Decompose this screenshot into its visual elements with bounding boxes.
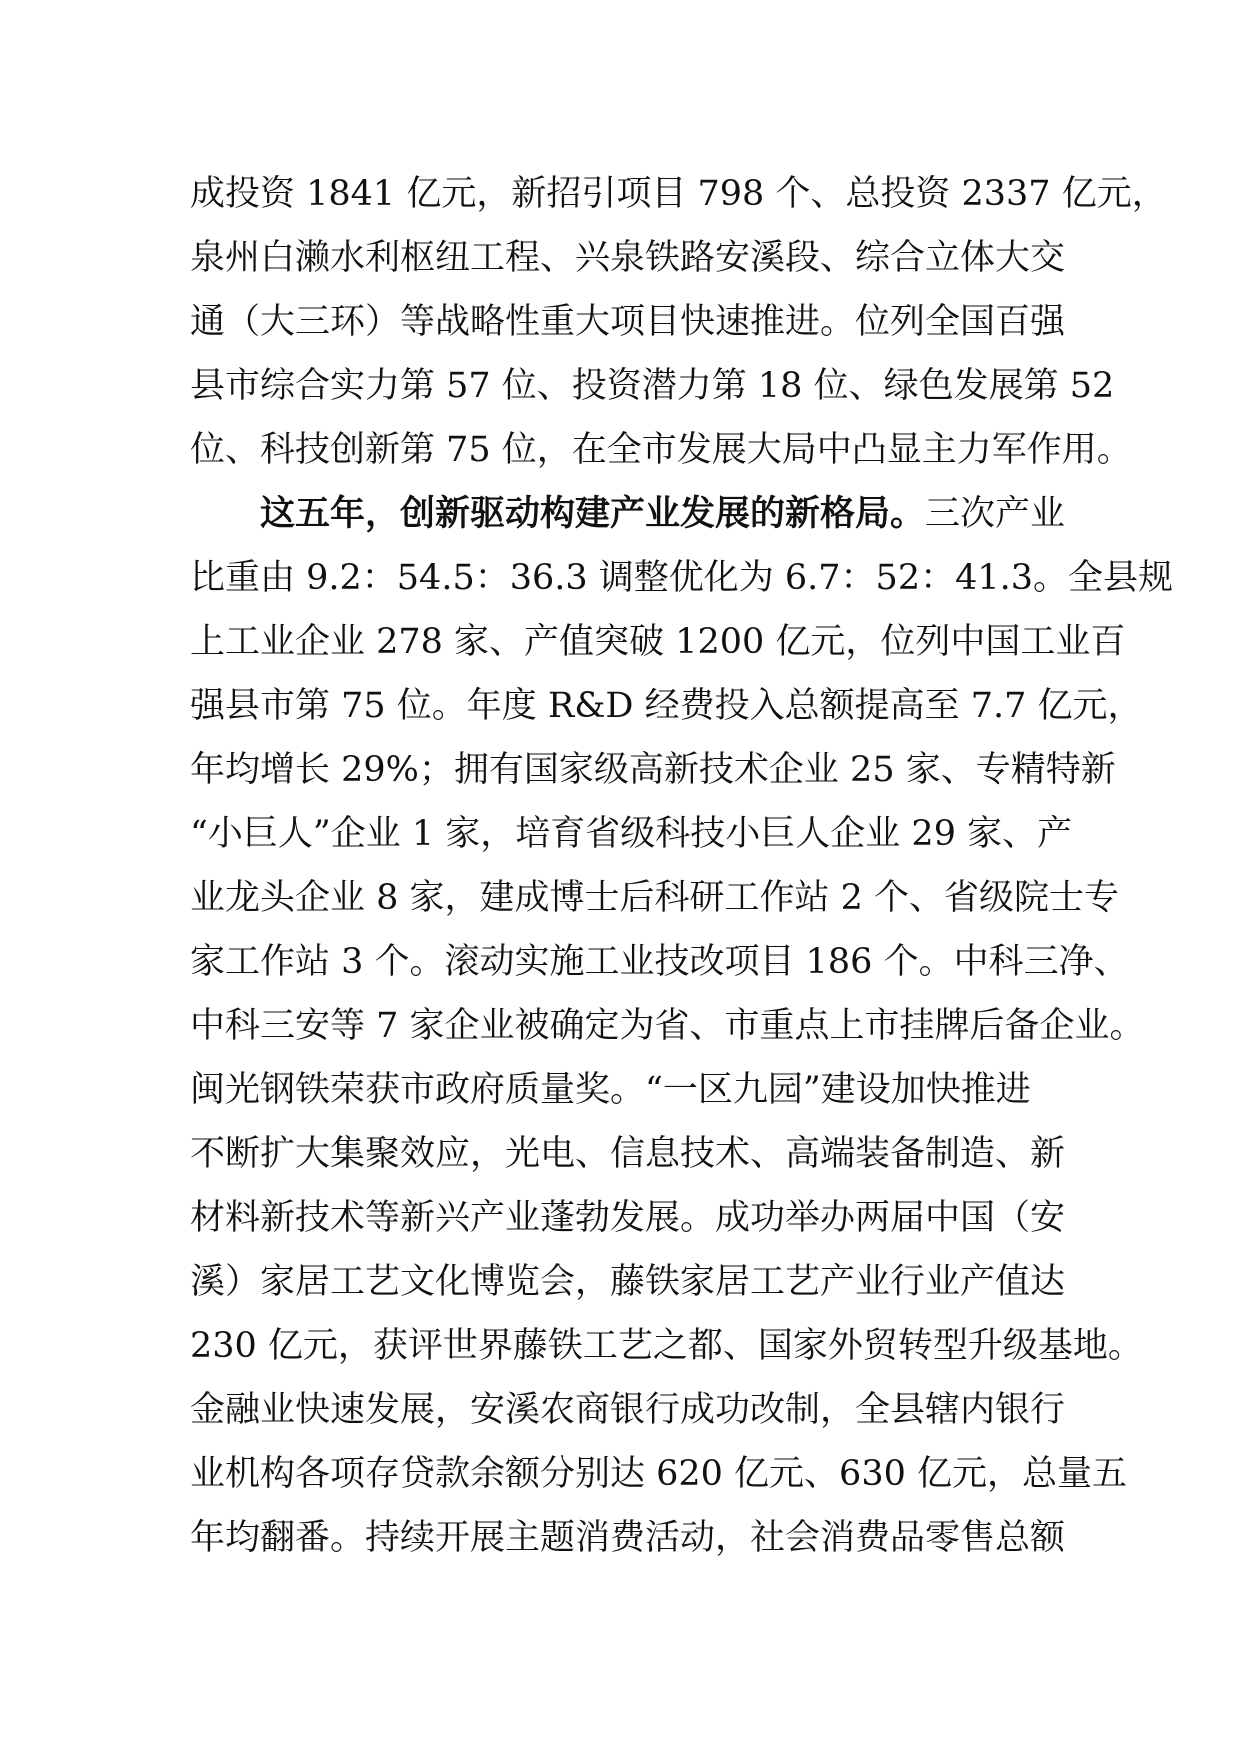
text-line: 上工业企业 278 家、产值突破 1200 亿元，位列中国工业百: [190, 622, 1126, 662]
text-line: 金融业快速发展，安溪农商银行成功改制，全县辖内银行: [190, 1390, 1066, 1430]
section-heading: 这五年，创新驱动构建产业发展的新格局。: [260, 493, 926, 534]
text-line: 泉州白濑水利枢纽工程、兴泉铁路安溪段、综合立体大交: [190, 238, 1066, 278]
text-line: 业龙头企业 8 家，建成博士后科研工作站 2 个、省级院士专: [190, 878, 1120, 918]
text-line: 溪）家居工艺文化博览会，藤铁家居工艺产业行业产值达: [190, 1262, 1066, 1302]
text-line: “小巨人”企业 1 家，培育省级科技小巨人企业 29 家、产: [190, 814, 1073, 854]
text-line: 位、科技创新第 75 位，在全市发展大局中凸显主力军作用。: [190, 430, 1132, 470]
text-line: 县市综合实力第 57 位、投资潜力第 18 位、绿色发展第 52: [190, 366, 1115, 406]
text-line: 230 亿元，获评世界藤铁工艺之都、国家外贸转型升级基地。: [190, 1326, 1143, 1366]
text-line: 年均翻番。持续开展主题消费活动，社会消费品零售总额: [190, 1518, 1066, 1558]
text-line: 强县市第 75 位。年度 R&D 经费投入总额提高至 7.7 亿元，: [190, 686, 1143, 726]
text-line: 不断扩大集聚效应，光电、信息技术、高端装备制造、新: [190, 1134, 1066, 1174]
text-line: 闽光钢铁荣获市政府质量奖。“一区九园”建设加快推进: [190, 1070, 1031, 1110]
text-line: 比重由 9.2：54.5：36.3 调整优化为 6.7：52：41.3。全县规: [190, 558, 1174, 598]
text-line: 通（大三环）等战略性重大项目快速推进。位列全国百强: [190, 302, 1066, 342]
text-fragment: 三次产业: [925, 494, 1066, 534]
text-line: 材料新技术等新兴产业蓬勃发展。成功举办两届中国（安: [190, 1198, 1066, 1238]
body-text: [190, 162, 1174, 1570]
text-line: 年均增长 29%；拥有国家级高新技术企业 25 家、专精特新: [190, 750, 1116, 790]
text-line: 成投资 1841 亿元，新招引项目 798 个、总投资 2337 亿元，: [190, 174, 1167, 214]
paragraph-start-line: [190, 482, 1070, 546]
text-line: 家工作站 3 个。滚动实施工业技改项目 186 个。中科三净、: [190, 942, 1129, 982]
text-line: 业机构各项存贷款余额分别达 620 亿元、630 亿元，总量五: [190, 1454, 1127, 1494]
text-line: 中科三安等 7 家企业被确定为省、市重点上市挂牌后备企业。: [190, 1006, 1145, 1046]
